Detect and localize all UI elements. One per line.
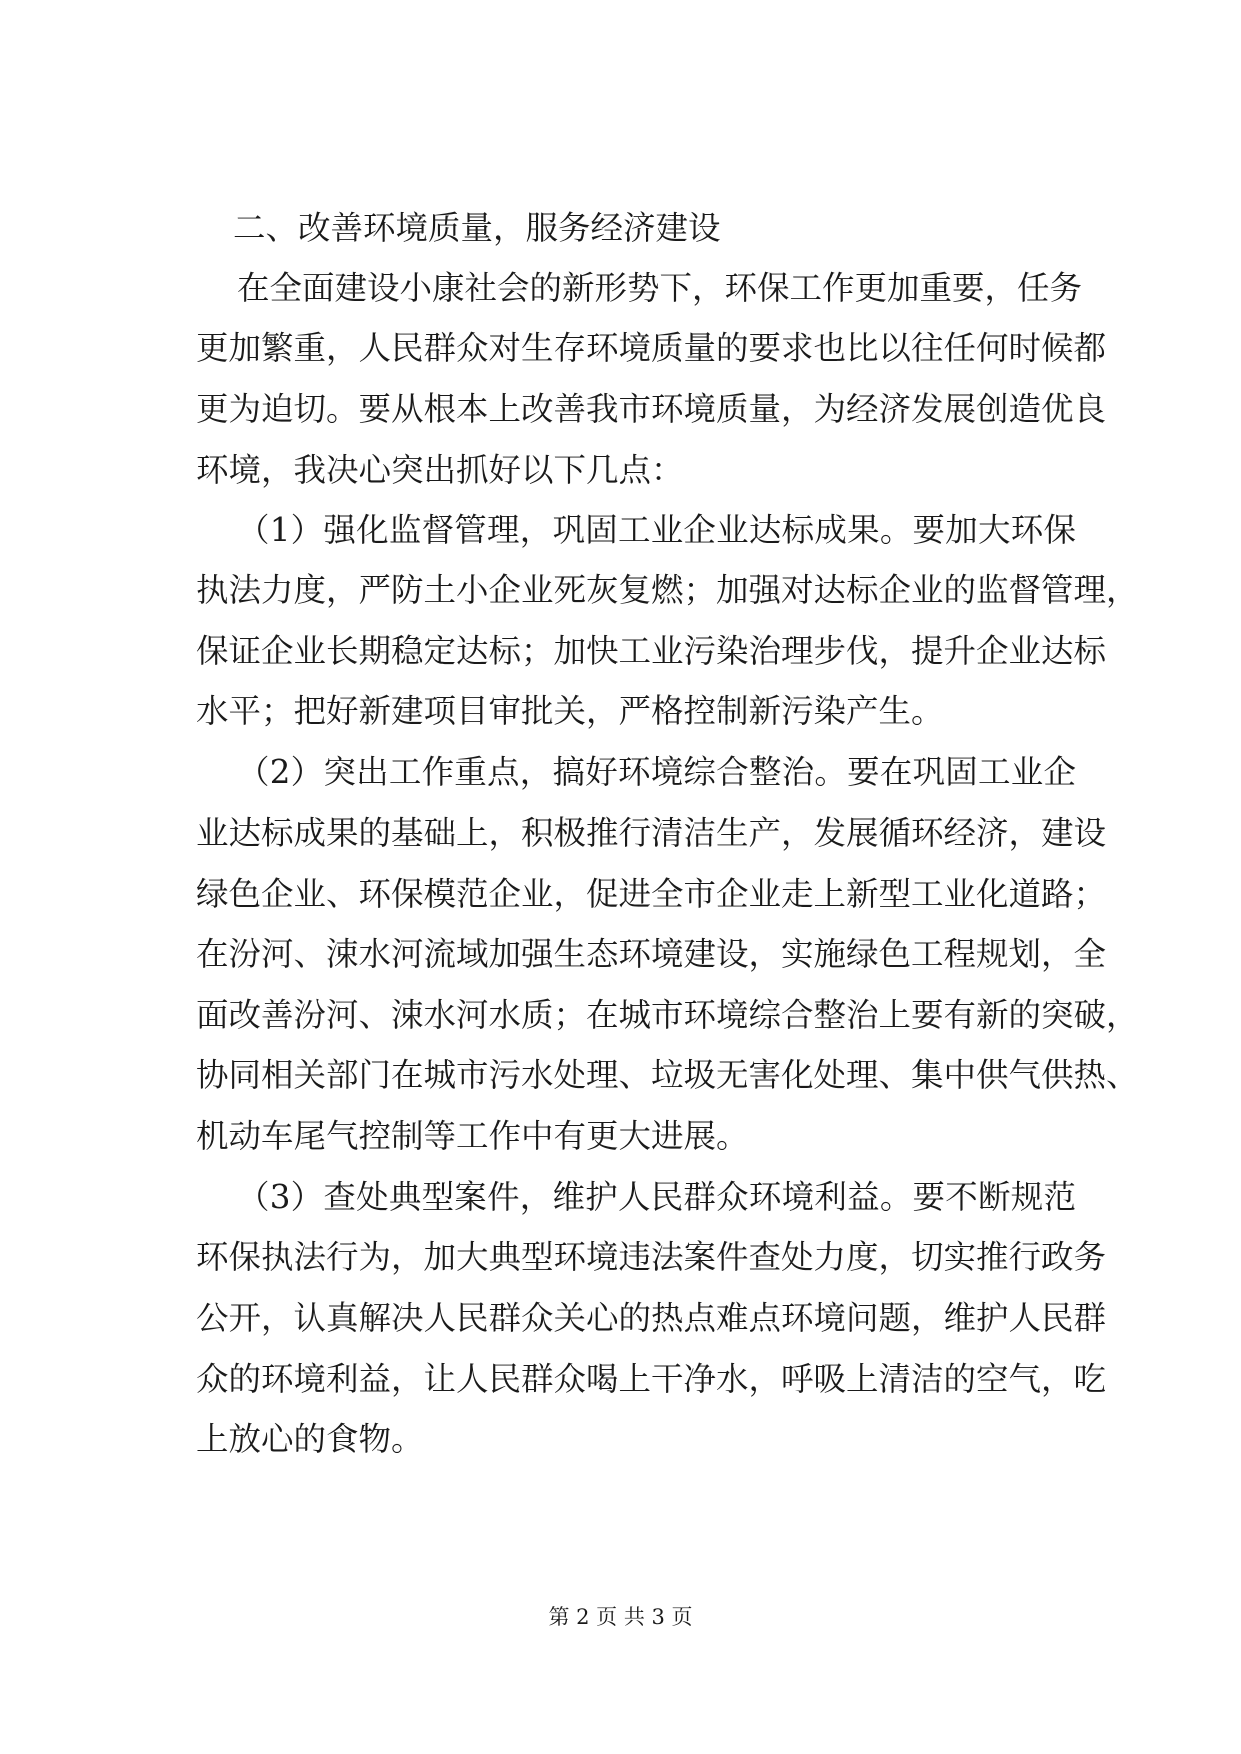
paragraph-3-line-5: 面改善汾河、涑水河水质；在城市环境综合整治上要有新的突破，	[196, 996, 1139, 1034]
paragraph-2-line-1: （1）强化监督管理，巩固工业企业达标成果。要加大环保	[237, 511, 1076, 549]
paragraph-4-line-5: 上放心的食物。	[196, 1420, 424, 1458]
paragraph-1-line-1: 在全面建设小康社会的新形势下，环保工作更加重要，任务	[237, 269, 1083, 307]
section-heading: 二、改善环境质量，服务经济建设	[233, 209, 721, 247]
paragraph-3-line-6: 协同相关部门在城市污水处理、垃圾无害化处理、集中供气供热、	[196, 1056, 1139, 1094]
paragraph-3-line-7: 机动车尾气控制等工作中有更大进展。	[196, 1117, 749, 1155]
paragraph-2-line-3: 保证企业长期稳定达标；加快工业污染治理步伐，提升企业达标	[196, 632, 1107, 670]
paragraph-4-line-1: （3）查处典型案件，维护人民群众环境利益。要不断规范	[237, 1178, 1076, 1216]
paragraph-3-line-4: 在汾河、涑水河流域加强生态环境建设，实施绿色工程规划，全	[196, 935, 1107, 973]
paragraph-3-line-2: 业达标成果的基础上，积极推行清洁生产，发展循环经济，建设	[196, 814, 1107, 852]
paragraph-1-line-3: 更为迫切。要从根本上改善我市环境质量，为经济发展创造优良	[196, 390, 1107, 428]
paragraph-2-line-4: 水平；把好新建项目审批关，严格控制新污染产生。	[196, 692, 944, 730]
paragraph-4-line-4: 众的环境利益，让人民群众喝上干净水，呼吸上清洁的空气，吃	[196, 1360, 1107, 1398]
paragraph-3-line-3: 绿色企业、环保模范企业，促进全市企业走上新型工业化道路；	[196, 875, 1107, 913]
page-number-footer: 第 2 页 共 3 页	[548, 1605, 693, 1629]
paragraph-1-line-4: 环境，我决心突出抓好以下几点：	[196, 451, 684, 489]
paragraph-1-line-2: 更加繁重，人民群众对生存环境质量的要求也比以往任何时候都	[196, 329, 1107, 367]
paragraph-2-line-2: 执法力度，严防土小企业死灰复燃；加强对达标企业的监督管理，	[196, 571, 1139, 609]
paragraph-3-line-1: （2）突出工作重点，搞好环境综合整治。要在巩固工业企	[237, 753, 1076, 791]
paragraph-4-line-2: 环保执法行为，加大典型环境违法案件查处力度，切实推行政务	[196, 1238, 1107, 1276]
paragraph-4-line-3: 公开，认真解决人民群众关心的热点难点环境问题，维护人民群	[196, 1299, 1107, 1337]
